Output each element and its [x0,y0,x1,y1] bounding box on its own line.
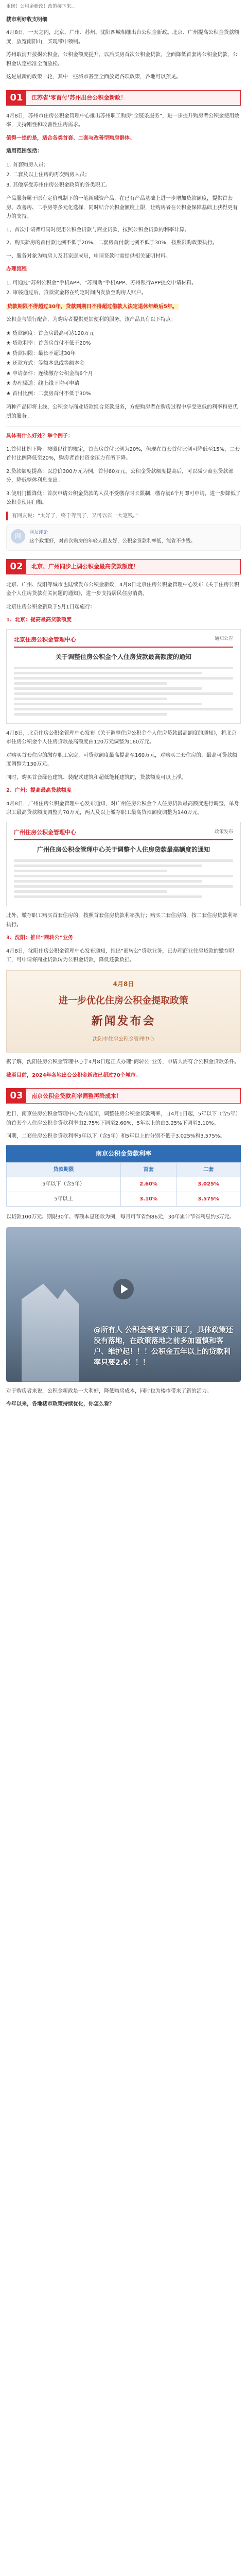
doc-text-line [14,703,202,705]
qa-paragraph-3: 3.使用门槛降低：首次申请公积金贷款的人员不受缴存时长限制，缴存满6个月即可申请，进一步降低了公积金使用门槛。 [6,490,241,506]
table-header: 二套 [177,1162,241,1177]
s1-paragraph-5: 2、购买新房的首付款比例不低于20%，二套房首付款比例不低于30%，按照限购政策执行。 [6,240,218,246]
doc-text-line [14,713,167,716]
qa-question: 具体有什么好处？举个例子： [6,433,73,439]
list-item: 2. 审核通过后，贷款资金将在约定时间内发放至购房人账户。 [6,290,147,296]
table-header: 首套 [121,1162,177,1177]
doc-title: 广州住房公积金管理中心关于调整个人住房贷款最高额度的通知 [37,846,210,854]
list-item: ★ 还款方式：等额本息或等额本金 [6,361,85,367]
table-cell: 2.60% [121,1177,177,1192]
list-item: 2. 二套及以上住房的再次购房人员； [6,172,90,178]
section-number: 02 [7,560,26,574]
s1-paragraph-4: 1、首次申请者可同时使用公积金贷款与商业贷款，按照公积金贷款的利率计算。 [6,227,190,233]
doc-text-line [14,698,167,700]
banner-title: 进一步优化住房公积金提取政策 [59,995,188,1006]
avatar: 网 [11,529,25,544]
comment-card [6,524,241,550]
table-cell: 5年以上 [7,1192,121,1207]
s1-paragraph-6: 一、服务对象为购房人及其家庭成员，申请贷款时需提供相关证明材料。 [6,253,171,259]
article-header-line1: 重磅！公积金新政！政策接下来。。。 [6,4,81,9]
s1-paragraph-8: 两种产品即将上线，公积金与商业贷款组合贷款服务，方便购房者在购房过程中享受更低的利率和更优质的服务。 [6,404,238,419]
table-cell: 5年以下（含5年） [7,1177,121,1192]
s2-paragraph-4: 对购买首套住房的缴存职工家庭，可贷款额度最高提高至160万元，对购买二套住房的，最高可贷款额度调整为130万元。 [6,752,238,768]
table-row [7,1177,241,1192]
article-header-line2: 楼市利好收支明细 [6,16,47,23]
s2-paragraph-10: 截至目前，2024年各地出台公积金新政已超过70个城市。 [6,1072,141,1078]
s1-paragraph-7: 公积金与银行配合，为购房者提供更加便利的服务。该产品具有以下特点： [6,317,176,323]
doc-text-line [14,885,233,888]
s1-paragraph-1: 4月8日，苏州市住房公积金管理中心推出苏州职工购房“全链条服务”，进一步提升购房者公积金使用效率，支持刚性和改善性住房需求。 [6,113,240,128]
doc-text-line [14,682,167,685]
doc-text-line [14,667,233,669]
s1-scope-list [6,160,241,191]
s1-paragraph-2: 值得一提的是，适合各类首套、二套与改善型购房群体。 [6,135,135,141]
intro-paragraph-1: 4月8日，一天之内，北京、广州、苏州、沈阳四城相继出台公积金新政。北京、广州提高公积金贷款额度，放宽南阳山，买现带申领制。 [6,30,239,45]
table-header: 贷款期限 [7,1162,121,1177]
footer-paragraph-1: 对于购房者来说，公积金新政是一大利好，降低购房成本，同时也为楼市带来了新的活力。 [6,1388,212,1394]
table-cell: 3.025% [177,1177,241,1192]
section-title: 北京、广州同步上调公积金最高贷款额度！ [26,560,240,574]
s1-highlight [6,302,241,312]
list-item: 1. 可通过“苏州公积金”手机APP、“苏商助”手机APP、苏州银行APP提交申请材料。 [6,280,197,286]
doc-text-line [14,895,202,898]
official-document-image-2 [6,822,241,906]
s1-highlight-text: 贷款期限不得超过30年，贷款到期日不得超过借款人法定退休年龄后5年。 [7,303,178,310]
footer-paragraph-2: 今年以来，各地楼市政策持续优化，你怎么看？ [6,1401,114,1408]
doc-text-line [14,692,233,695]
qa-quote: 有网友说：“太好了，终于等到了，又可以省一大笔钱。” [6,512,241,521]
list-item: ★ 办理渠道：线上线下均可申请 [6,381,80,387]
s2-heading-1: 1、北京：提高最高贷款额度 [6,617,72,623]
doc-tag: 通知公告 [214,636,233,642]
intro-paragraph-3: 这是最新的政策一轮，其中一些城市甚至全面放宽各项政策，各地可以预见。 [6,74,181,80]
banner-date: 4月8日 [113,980,134,988]
play-icon[interactable] [113,1279,134,1299]
press-conference-banner [6,970,241,1053]
building-illustration [14,1279,86,1382]
section-header-03 [6,1088,241,1104]
doc-text-line [14,865,202,867]
comment-text: 这个政策好，对首次购房的年轻人很友好，公积金贷款利率低，能省不少钱。 [29,538,196,544]
s1-list-title: 适用范围包括： [6,148,42,155]
doc-text-line [14,875,233,877]
official-document-image-1 [6,629,241,724]
doc-text-line [14,859,233,862]
doc-logo: 广州住房公积金管理中心 [14,828,76,836]
list-item: ★ 贷款额度：首套房最高可达120万元 [6,330,95,336]
section-title: 江苏省‘零首付’苏州出台公积金新政！ [26,91,240,105]
list-item: 3. 其他享受苏州住房公积金政策的各类职工。 [6,182,111,188]
banner-subtitle: 新闻发布会 [91,1015,156,1028]
video-caption: @所有人 公积金利率要下调了，具体政策还没有落地，在政策落地之前多加谨慎和客户、维护起！！！公积金五年以上的贷款利率只要2.6！！！ [94,1326,233,1367]
divider [6,426,241,427]
doc-header [14,827,233,840]
section-number: 03 [7,1089,26,1103]
s3-paragraph-1: 近日，南京住房公积金管理中心发布通知，调整住房公积金贷款利率，自4月1日起，5年以下（含5年）的首套个人住房公积金贷款利率由2.75%下调至2.60%，5年以上的由3.25%下调至3.10%。 [6,1111,241,1126]
doc-title: 关于调整住房公积金个人住房贷款最高额度的通知 [55,653,191,660]
list-item: ★ 申请条件：连续缴存公积金满6个月 [6,370,93,377]
doc-tag: 政策发布 [214,829,233,835]
doc-text-line [14,870,167,872]
table-header-row [7,1162,241,1177]
s2-paragraph-3: 4月8日，北京住房公积金管理中心发布《关于调整住房公积金个人住房贷款最高额度的通知》，将北京市住房公积金个人住房贷款最高额度由120万元调整为160万元。 [6,730,237,745]
rate-table [6,1145,241,1207]
doc-text-line [14,687,202,690]
s2-heading-2: 2、广州：提高最高贷款额度 [6,788,72,794]
list-item: ★ 贷款期限：最长不超过30年 [6,350,76,357]
intro-paragraph-2: 苏州取消开按揭公积金，公积金额度提升，以后买房首次公积金贷款，全面降低首套房公积金贷款，公积金认定标准全面放松。 [6,52,238,67]
s2-paragraph-1: 北京、广州、沈阳等城市也陆续发布公积金新政，4月8日北京住房公积金管理中心发布《关于住房公积金个人住房贷款有关问题的通知》，进一步支持居民住房消费。 [6,582,239,597]
s2-paragraph-7: 此外，缴存职工购买首套住房的，按照首套住房贷款利率执行；购买二套住房的，按二套住房贷款利率执行。 [6,913,238,928]
s2-heading-3: 3、沈阳：推出“商转公”业务 [6,935,74,941]
comment-body [29,529,196,546]
s2-paragraph-6: 4月8日，广州住房公积金管理中心发布通知，对广州住房公积金个人住房贷款最高额度进行调整，单身职工最高贷款额度调整为70万元，两人及以上缴存职工最高贷款额度调整为140万元。 [6,801,239,816]
doc-text-line [14,677,233,680]
qa-paragraph-2: 2.贷款额度提高：以总价300万元为例，首付60万元，公积金贷款额度提高后，可以减少商业贷款部分，降低整体利息支出。 [6,468,234,484]
s3-paragraph-3: 以贷款100万元、期限30年、等额本息还款为例，每月可节省约86元，30年累计节省利息约3万元。 [6,1214,235,1221]
section-header-01 [6,90,241,106]
section-title: 南京公积金贷款利率调整再降成本！ [26,1089,240,1103]
table-row [7,1192,241,1207]
s2-paragraph-2: 北京住房公积金新政于5月1日起施行： [6,604,95,610]
s1-paragraph-3: 产品服务属于原有定价机制下的一笔新融资产品，在已有产品基础上进一步增加贷款额度，提供首套房、改善房、二手房等多元化选择，同时结合公积金额度上限，让购房者在公积金保障基础上获得更有力的支持。 [6,196,238,220]
doc-text-line [14,672,202,674]
s1-subtitle: 办理流程 [6,266,27,273]
section-number: 01 [7,91,26,105]
doc-text-line [14,880,202,883]
qa-paragraph-1: 1.首付比例下降：按照以往的规定，首套房首付比例为20%，但现在首套首付比例可降低至15%，二套首付比例降低至20%，购房者首付资金压力有所下降。 [6,446,240,462]
s2-paragraph-8: 4月8日，沈阳住房公积金管理中心发布通知，推出“商转公”贷款业务，已办理商业住房贷款的缴存职工，可申请将商业贷款转为公积金贷款，降低还款负担。 [6,948,235,963]
comment-author[interactable]: 网友评论 [29,530,48,536]
video-card[interactable] [6,1227,241,1382]
list-item: ★ 贷款利率：首套房首付不低于20% [6,341,91,347]
rate-table-caption: 南京公积金贷款利率 [6,1145,241,1162]
s2-paragraph-9: 据了解，沈阳住房公积金管理中心于4月8日起正式办理“商转公”业务，申请人需符合公积金贷款条件。 [6,1059,240,1065]
doc-header [14,635,233,648]
banner-org: 沈阳市住房公积金管理中心 [93,1036,154,1042]
doc-text-line [14,708,233,710]
section-header-02 [6,559,241,574]
list-item: 1. 首套购房人员； [6,162,49,168]
list-item: ★ 首付比例：二套房首付不低于30% [6,391,91,397]
s1-steps [6,278,241,298]
doc-text-line [14,890,167,893]
s2-paragraph-5: 同时，购买首套绿色建筑、装配式建筑和超低能耗建筑的，贷款额度可以上浮。 [6,774,186,781]
s1-feature-list [6,329,241,399]
table-cell: 3.575% [177,1192,241,1207]
doc-logo: 北京住房公积金管理中心 [14,636,76,643]
table-cell: 3.10% [121,1192,177,1207]
s3-paragraph-2: 同期，二套住房公积金贷款利率5年以下（含5年）和5年以上的分别不低于3.025%和3.575%。 [6,1133,225,1140]
